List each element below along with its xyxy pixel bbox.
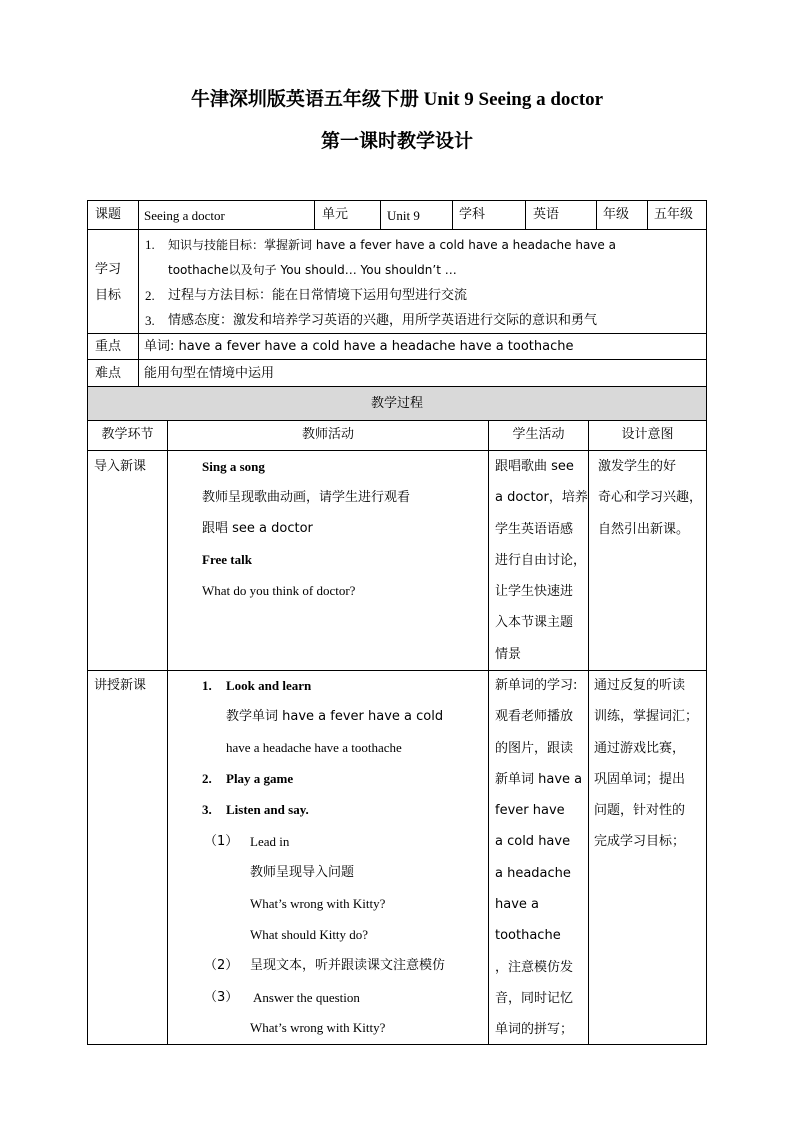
sub-3-text: Answer the question (253, 990, 360, 1005)
difficulty-label: 难点 (95, 366, 122, 381)
document-title: 牛津深圳版英语五年级下册 Unit 9 Seeing a doctor (190, 89, 604, 110)
sub-1-line-a: 教师呈现导入问题 (250, 865, 355, 880)
sub-1-text: Lead in (250, 834, 290, 849)
step-1-number: 1. (202, 678, 212, 693)
header-design-intent: 设计意图 (621, 427, 674, 442)
goal-3-text: 情感态度：激发和培养学习英语的兴趣，用所学英语进行交际的意识和勇气 (168, 313, 598, 328)
goal-2-text: 过程与方法目标：能在日常情境下运用句型进行交流 (168, 288, 468, 303)
step-1-heading: Look and learn (226, 678, 312, 693)
step-2-heading: Play a game (226, 771, 294, 786)
vocab-line1: 教学单词 have a fever have a cold (226, 709, 444, 724)
goal-1-line2: toothache以及句子 You should… You shouldn’t … (168, 263, 457, 277)
unit-label: 单元 (322, 207, 349, 222)
sub-2-number: （2） (204, 958, 239, 973)
goals-label-line1: 学习 (95, 262, 122, 277)
step-3-number: 3. (202, 802, 212, 817)
sub-2-text: 呈现文本，听并跟读课文注意模仿 (250, 958, 446, 973)
stage-2-design-intent: 通过反复的听读 训练，掌握词汇； 通过游戏比赛， 巩固单词；提出 问题，针对性的 完成学习目标； (594, 678, 699, 850)
grade-label: 年级 (603, 207, 630, 222)
stage-1-heading-free-talk: Free talk (202, 552, 252, 567)
stage-1-heading-sing: Sing a song (202, 459, 265, 474)
stage-2-student-activity: 新单词的学习: 观看老师播放 的图片，跟读 新单词 have a fever have a cold have a headache have a toothache ，注意模仿发 音，同时记忆 单词的拼写； (495, 678, 583, 1038)
sub-1-line-c: What should Kitty do? (250, 927, 369, 942)
header-teacher-activity: 教师活动 (301, 427, 354, 442)
step-2-number: 2. (202, 771, 212, 786)
stage-1-line1: 教师呈现歌曲动画，请学生进行观看 (202, 490, 411, 505)
goal-3-number: 3. (145, 313, 155, 328)
key-points-value: 单词: have a fever have a cold have a headache have a toothache (144, 339, 574, 354)
stage-1-design-intent: 激发学生的好 奇心和学习兴趣， 自然引出新课。 (598, 459, 703, 537)
goals-label-line2: 目标 (95, 288, 122, 303)
goal-1-line1: 知识与技能目标：掌握新词 have a fever have a cold have a headache have a (168, 238, 616, 252)
topic-value: Seeing a doctor (144, 208, 225, 223)
difficulty-value: 能用句型在情境中运用 (144, 366, 275, 381)
sub-1-line-b: What’s wrong with Kitty? (250, 896, 386, 911)
process-section-title: 教学过程 (370, 396, 423, 411)
grade-value: 五年级 (654, 207, 694, 222)
vocab-line2: have a headache have a toothache (226, 740, 402, 755)
key-points-label: 重点 (95, 339, 122, 354)
stage-1-line2: 跟唱 see a doctor (202, 521, 313, 536)
stage-1-name: 导入新课 (94, 459, 147, 474)
unit-value: Unit 9 (387, 208, 420, 223)
stage-1-line3: What do you think of doctor? (202, 583, 356, 598)
topic-label: 课题 (95, 207, 122, 222)
sub-3-line-a: What’s wrong with Kitty? (250, 1020, 386, 1035)
stage-1-student-activity: 跟唱歌曲 see a doctor，培养 学生英语语感 进行自由讨论， 让学生快速进 入本节课主题 情景 (495, 459, 588, 662)
goal-1-number: 1. (145, 237, 155, 252)
document-subtitle: 第一课时教学设计 (320, 130, 473, 152)
step-3-heading: Listen and say. (226, 802, 309, 817)
sub-3-number: （3） (204, 990, 239, 1005)
header-student-activity: 学生活动 (512, 427, 565, 442)
subject-label: 学科 (459, 207, 486, 222)
goal-2-number: 2. (145, 288, 155, 303)
stage-2-name: 讲授新课 (94, 678, 147, 693)
header-stage: 教学环节 (101, 427, 154, 442)
sub-1-number: （1） (204, 834, 239, 849)
subject-value: 英语 (533, 207, 560, 222)
